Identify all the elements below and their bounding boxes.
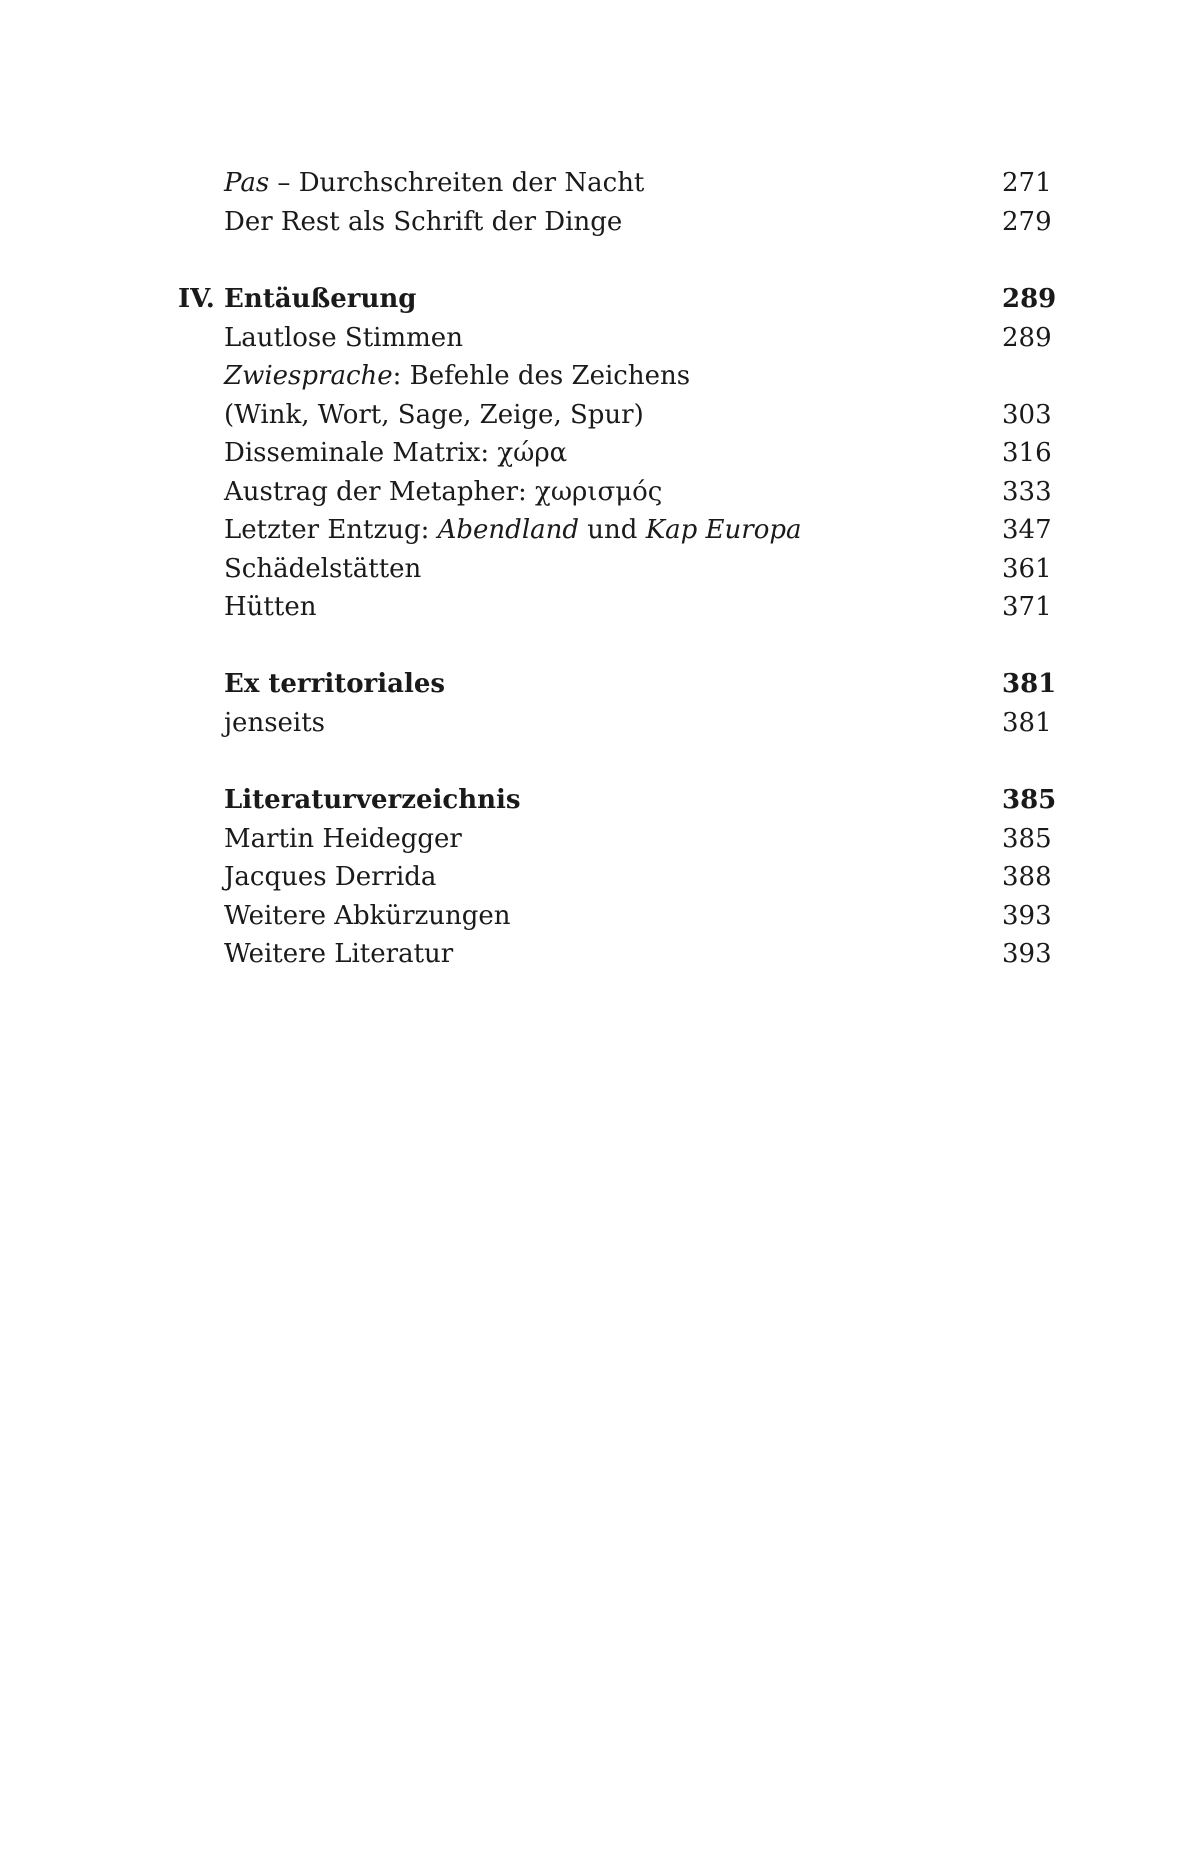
- toc-entry-page: 385: [1002, 824, 1052, 854]
- toc-entry: [0, 319, 1200, 357]
- toc-entry-label: Disseminale Matrix: χώρα: [224, 438, 568, 468]
- toc-entry: [0, 511, 1200, 549]
- toc-entry-label: Ex territoriales: [224, 669, 446, 699]
- toc-entry-page: 393: [1002, 939, 1052, 969]
- toc-entry-label: Hütten: [224, 592, 317, 622]
- toc-entry-page: 271: [1002, 168, 1052, 198]
- toc-entry: [0, 434, 1200, 472]
- toc-chapter-heading: [0, 280, 1200, 318]
- toc-entry-page: 303: [1002, 400, 1052, 430]
- toc-entry: [0, 550, 1200, 588]
- toc-entry-page: 371: [1002, 592, 1052, 622]
- toc-entry-page: 361: [1002, 554, 1052, 584]
- toc-entry-page: 385: [1002, 785, 1057, 815]
- toc-entry-label: Entäußerung: [224, 284, 417, 314]
- toc-entry-page: 393: [1002, 901, 1052, 931]
- toc-entry-label: Martin Heidegger: [224, 824, 462, 854]
- toc-entry-label: Jacques Derrida: [224, 862, 437, 892]
- toc-entry: [0, 897, 1200, 935]
- toc-entry-italic: Zwiesprache: [224, 361, 393, 391]
- toc-entry-page: 388: [1002, 862, 1052, 892]
- toc-entry-label: Weitere Abkürzungen: [224, 901, 511, 931]
- toc-entry-page: 347: [1002, 515, 1052, 545]
- toc-entry-label: Der Rest als Schrift der Dinge: [224, 207, 623, 237]
- toc-entry-page: 316: [1002, 438, 1052, 468]
- toc-entry: [0, 935, 1200, 973]
- toc-entry: [0, 473, 1200, 511]
- toc-entry-page: 381: [1002, 669, 1057, 699]
- toc-entry-page: 381: [1002, 708, 1052, 738]
- chapter-numeral: IV.: [178, 284, 215, 314]
- toc-entry-italic: Kap Europa: [645, 515, 802, 545]
- toc-entry-label: Pas – Durchschreiten der Nacht: [224, 168, 645, 198]
- toc-entry: [0, 704, 1200, 742]
- toc-entry-italic: Abendland: [437, 515, 580, 545]
- toc-entry-label: jenseits: [224, 708, 326, 738]
- toc-entry-italic: Pas: [224, 168, 270, 198]
- toc-entry-page: 279: [1002, 207, 1052, 237]
- toc-entry: [0, 820, 1200, 858]
- toc-entry-label: (Wink, Wort, Sage, Zeige, Spur): [224, 400, 644, 430]
- toc-entry-label: Zwiesprache: Befehle des Zeichens: [224, 361, 691, 391]
- toc-entry: [0, 203, 1200, 241]
- toc-entry-label: Lautlose Stimmen: [224, 323, 463, 353]
- toc-entry-page: 289: [1002, 323, 1052, 353]
- toc-entry-label: Letzter Entzug: Abendland und Kap Europa: [224, 515, 802, 545]
- toc-entry-label: Literaturverzeichnis: [224, 785, 521, 815]
- toc-entry: [0, 396, 1200, 434]
- toc-entry-page: 333: [1002, 477, 1052, 507]
- toc-entry: [0, 164, 1200, 202]
- toc-entry: [0, 357, 1200, 395]
- toc-section-heading: [0, 781, 1200, 819]
- toc-entry-label: Weitere Literatur: [224, 939, 454, 969]
- toc-entry: [0, 588, 1200, 626]
- toc-entry: [0, 858, 1200, 896]
- toc-section-heading: [0, 665, 1200, 703]
- toc-entry-page: 289: [1002, 284, 1057, 314]
- toc-entry-label: Austrag der Metapher: χωρισμός: [224, 477, 663, 507]
- toc-entry-label: Schädelstätten: [224, 554, 422, 584]
